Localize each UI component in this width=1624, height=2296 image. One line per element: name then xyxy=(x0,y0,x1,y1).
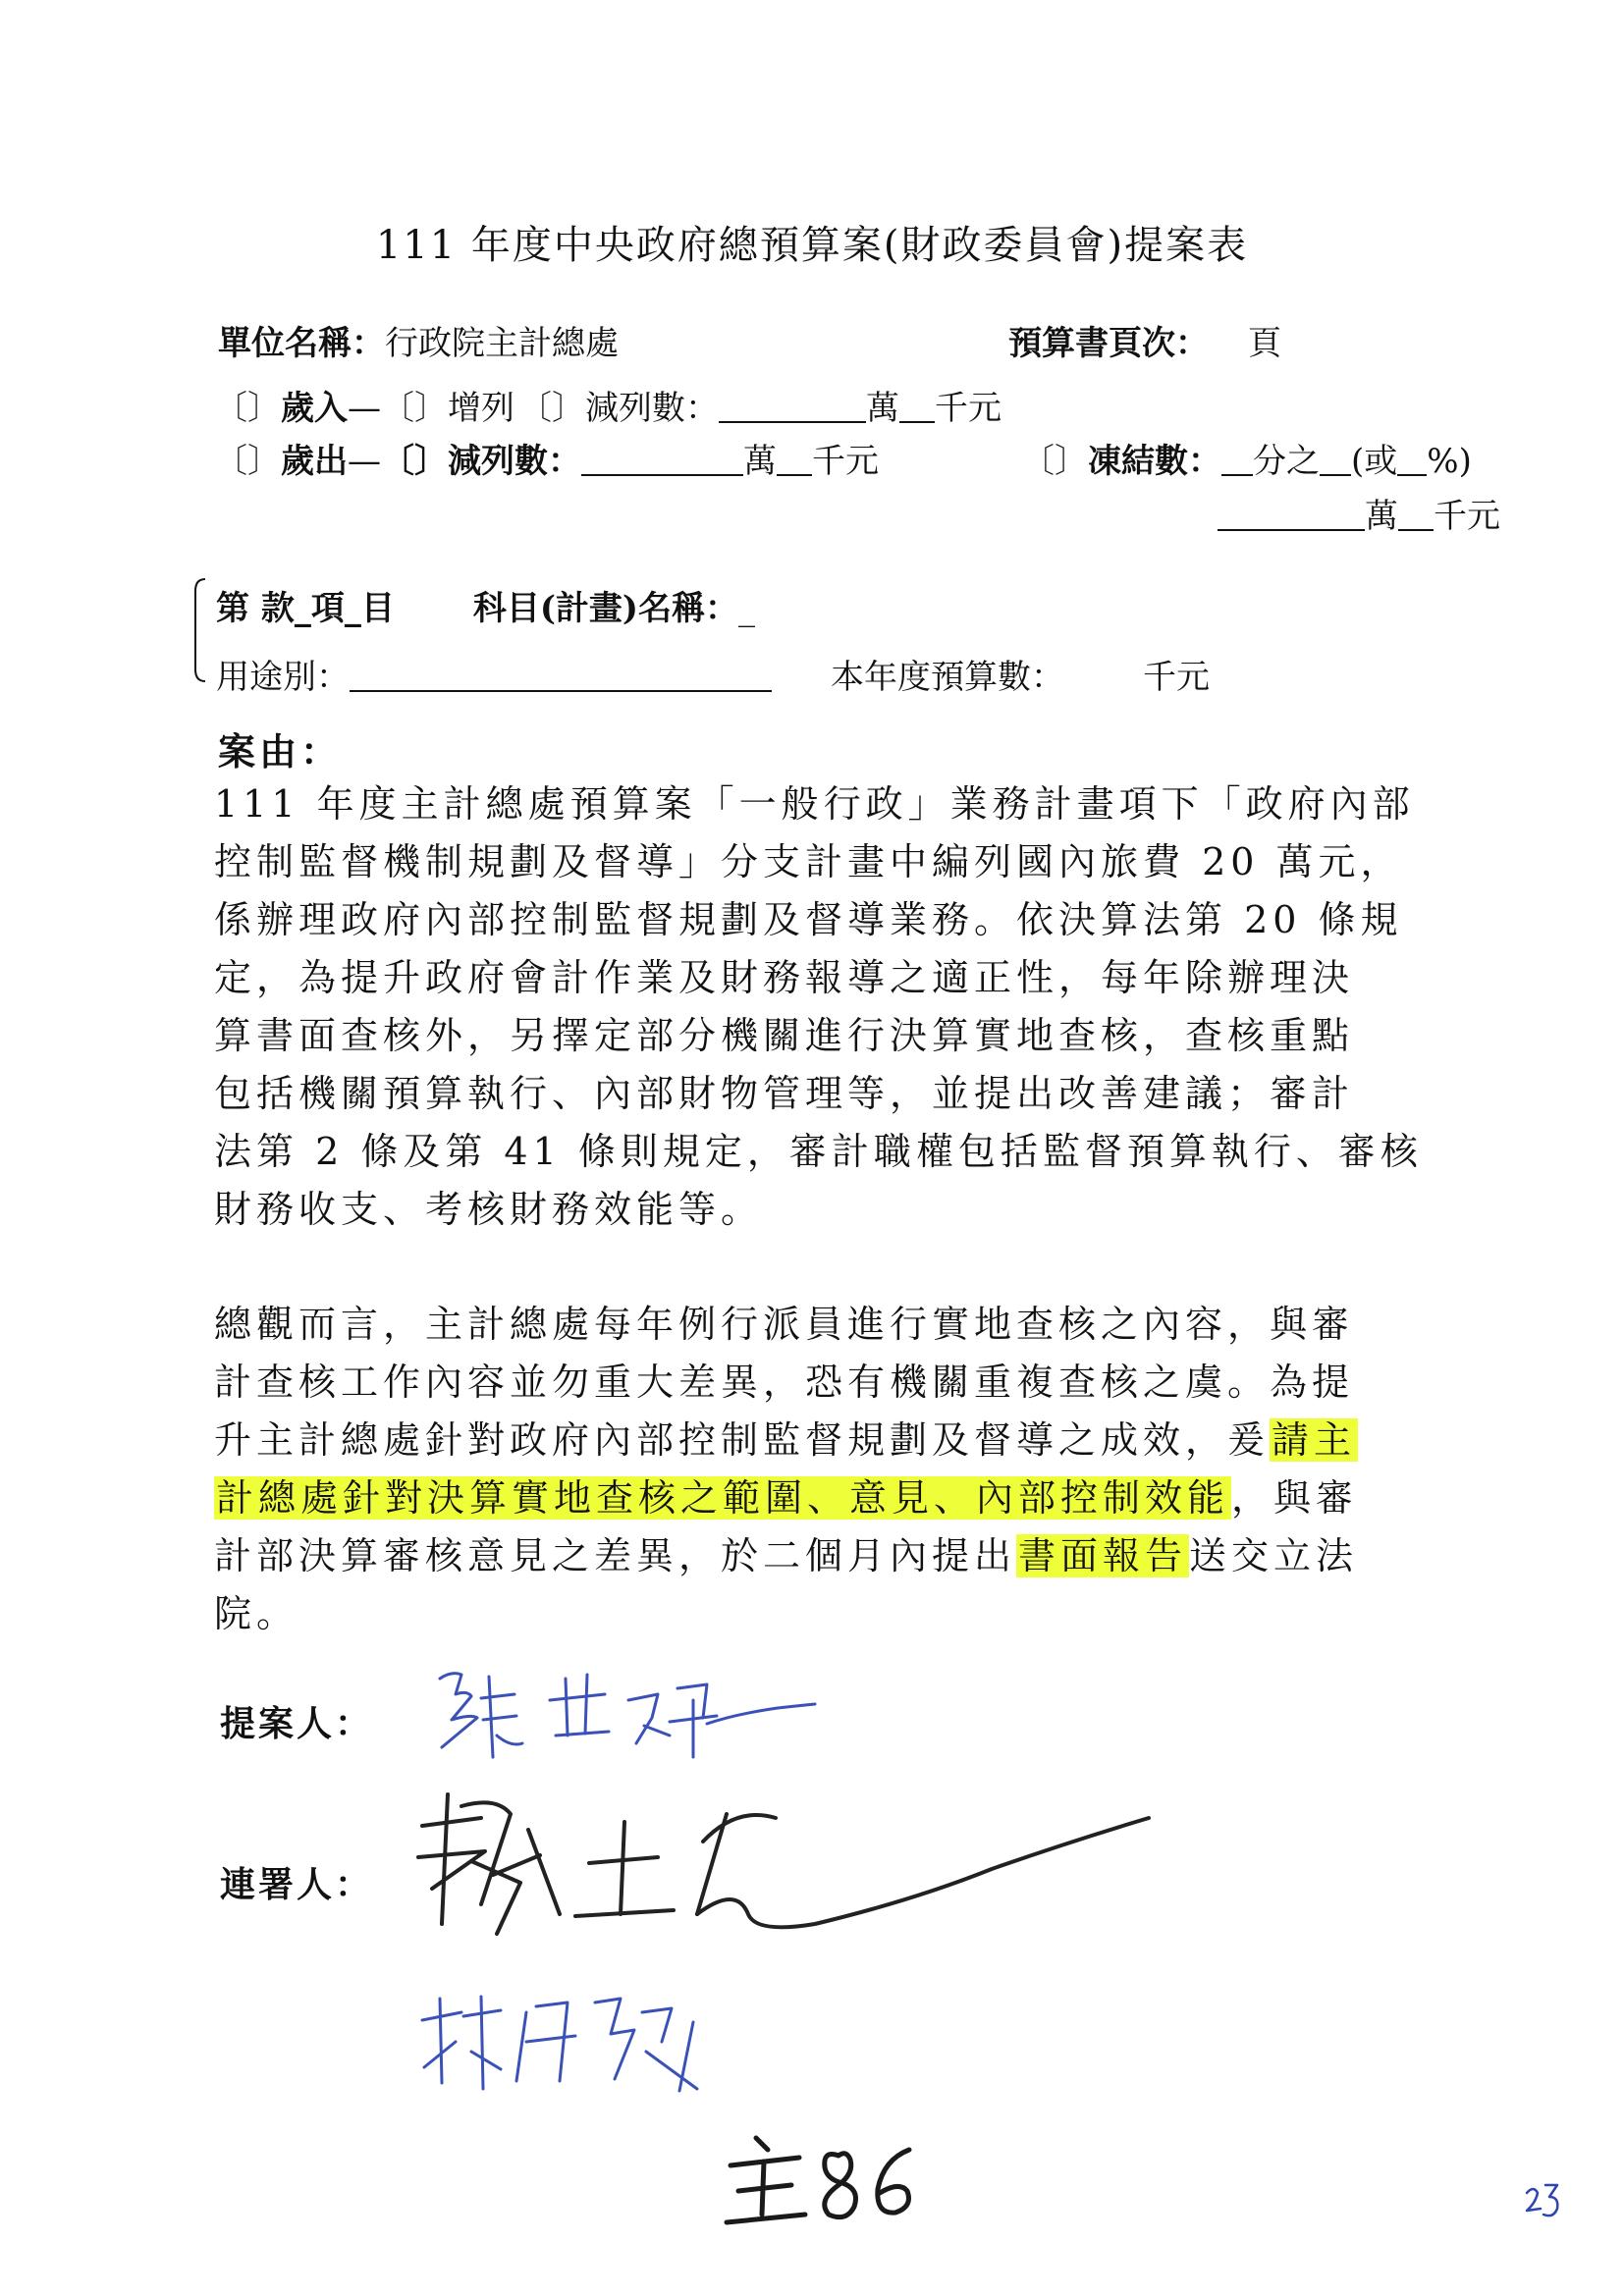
reason-paragraph-1 xyxy=(214,775,1441,1239)
paragraph-line: 計查核工作內容並勿重大差異，恐有機關重複查核之虞。為提 xyxy=(214,1361,1355,1404)
usage-blank[interactable] xyxy=(350,661,772,692)
highlighted-text: 請主 xyxy=(1272,1418,1357,1462)
item-row xyxy=(216,581,755,629)
freeze-option xyxy=(1021,434,1472,482)
freeze-wan-blank[interactable] xyxy=(1218,500,1365,531)
unit-row xyxy=(218,316,619,364)
freeze-denominator-blank[interactable] xyxy=(1221,445,1253,476)
fraction-text: 分之 xyxy=(1253,442,1320,481)
unit-label: 單位名稱： xyxy=(218,324,385,363)
paragraph-line: 總觀而言，主計總處每年例行派員進行實地查核之內容，與審 xyxy=(214,1303,1355,1346)
cosigner-label: 連署人： xyxy=(220,1864,374,1905)
paragraph-line: 院。 xyxy=(214,1592,299,1635)
qian-unit: 千元 xyxy=(812,442,879,481)
revenue-decrease-option[interactable]: 〔〕減列數： xyxy=(518,389,719,428)
page-suffix: 頁 xyxy=(1248,324,1281,363)
budget-unit: 千元 xyxy=(1143,658,1210,697)
qian-unit: 千元 xyxy=(935,389,1001,428)
reason-heading: 案由： xyxy=(218,729,343,774)
paragraph-line: 111 年度主計總處預算案「一般行政」業務計畫項下「政府內部 xyxy=(214,782,1415,826)
paragraph-line xyxy=(214,1469,1441,1527)
revenue-label: 歲入 xyxy=(281,389,348,428)
revenue-line xyxy=(214,381,1001,429)
item-bracket xyxy=(192,577,206,683)
proposer-label: 提案人： xyxy=(220,1703,374,1744)
wan-unit: 萬 xyxy=(743,442,777,481)
document-title: 111 年度中央政府總預算案(財政委員會)提案表 xyxy=(375,223,1249,268)
highlighted-text: 書面報告 xyxy=(1018,1534,1188,1577)
usage-label: 用途別： xyxy=(216,658,350,697)
expense-qian-blank[interactable] xyxy=(777,445,812,476)
paragraph-line: 包括機關預算執行、內部財物管理等，並提出改善建議；審計 xyxy=(214,1072,1355,1115)
plain-text: 計部決算審核意見之差異，於二個月內提出 xyxy=(214,1534,1017,1577)
usage-row xyxy=(216,650,1210,698)
revenue-checkbox[interactable]: 〔〕 xyxy=(214,389,281,428)
wan-unit: 萬 xyxy=(1365,497,1398,536)
cosigner-signature-2 xyxy=(403,1973,736,2110)
page-reference xyxy=(1008,316,1281,364)
proposer-signature xyxy=(412,1649,825,1777)
paragraph-line: 定，為提升政府會計作業及財務報導之適正性，每年除辦理決 xyxy=(214,956,1355,999)
freeze-amount-line xyxy=(1218,489,1500,537)
plain-text: 升主計總處針對政府內部控制監督規劃及督導之成效，爰 xyxy=(214,1418,1271,1462)
dash: — xyxy=(348,389,381,428)
paragraph-line xyxy=(214,1527,1441,1585)
budget-label: 本年度預算數： xyxy=(831,658,1064,697)
qian-unit: 千元 xyxy=(1434,497,1500,536)
paragraph-line: 係辦理政府內部控制監督規劃及督導業務。依決算法第 20 條規 xyxy=(214,898,1403,941)
freeze-label: 凍結數： xyxy=(1088,442,1221,481)
expense-decrease-option[interactable]: 〔〕減列數： xyxy=(381,442,581,481)
kuan-xiang-mu: 第 款_項_目 xyxy=(216,589,395,628)
plain-text: 送交立法 xyxy=(1189,1534,1359,1577)
unit-value: 行政院主計總處 xyxy=(385,324,619,363)
freeze-percent-blank[interactable] xyxy=(1397,445,1427,476)
expense-wan-blank[interactable] xyxy=(581,445,743,476)
paragraph-line: 財務收支、考核財務效能等。 xyxy=(214,1188,764,1231)
revenue-wan-blank[interactable] xyxy=(719,392,866,423)
page-mark xyxy=(1524,2175,1563,2224)
wan-unit: 萬 xyxy=(866,389,899,428)
revenue-qian-blank[interactable] xyxy=(899,392,935,423)
subject-label: 科目(計畫)名稱： xyxy=(472,589,739,628)
percent-close: %) xyxy=(1427,442,1472,481)
handwritten-note xyxy=(717,2120,933,2238)
highlighted-text: 計總處針對決算實地查核之範圍、意見、內部控制效能 xyxy=(216,1476,1230,1520)
subject-value[interactable]: _ xyxy=(738,589,756,628)
paragraph-line: 控制監督機制規劃及督導」分支計畫中編列國內旅費 20 萬元， xyxy=(214,840,1403,883)
expense-checkbox[interactable]: 〔〕 xyxy=(214,442,281,481)
dash: — xyxy=(348,442,381,481)
plain-text: ，與審 xyxy=(1231,1476,1359,1520)
expense-label: 歲出 xyxy=(281,442,348,481)
freeze-checkbox[interactable]: 〔〕 xyxy=(1021,442,1088,481)
expense-line xyxy=(214,434,879,482)
percent-open: (或 xyxy=(1351,442,1398,481)
page-label: 預算書頁次： xyxy=(1008,324,1209,363)
paragraph-line: 法第 2 條及第 41 條則規定，審計職權包括監督預算執行、審核 xyxy=(214,1130,1423,1173)
paragraph-line: 算書面查核外，另擇定部分機關進行決算實地查核，查核重點 xyxy=(214,1014,1355,1057)
revenue-increase-option[interactable]: 〔〕增列 xyxy=(381,389,514,428)
paragraph-line xyxy=(214,1412,1441,1469)
reason-paragraph-2 xyxy=(214,1296,1441,1643)
freeze-numerator-blank[interactable] xyxy=(1320,445,1351,476)
cosigner-signature-1 xyxy=(403,1767,1168,1963)
freeze-qian-blank[interactable] xyxy=(1398,500,1434,531)
